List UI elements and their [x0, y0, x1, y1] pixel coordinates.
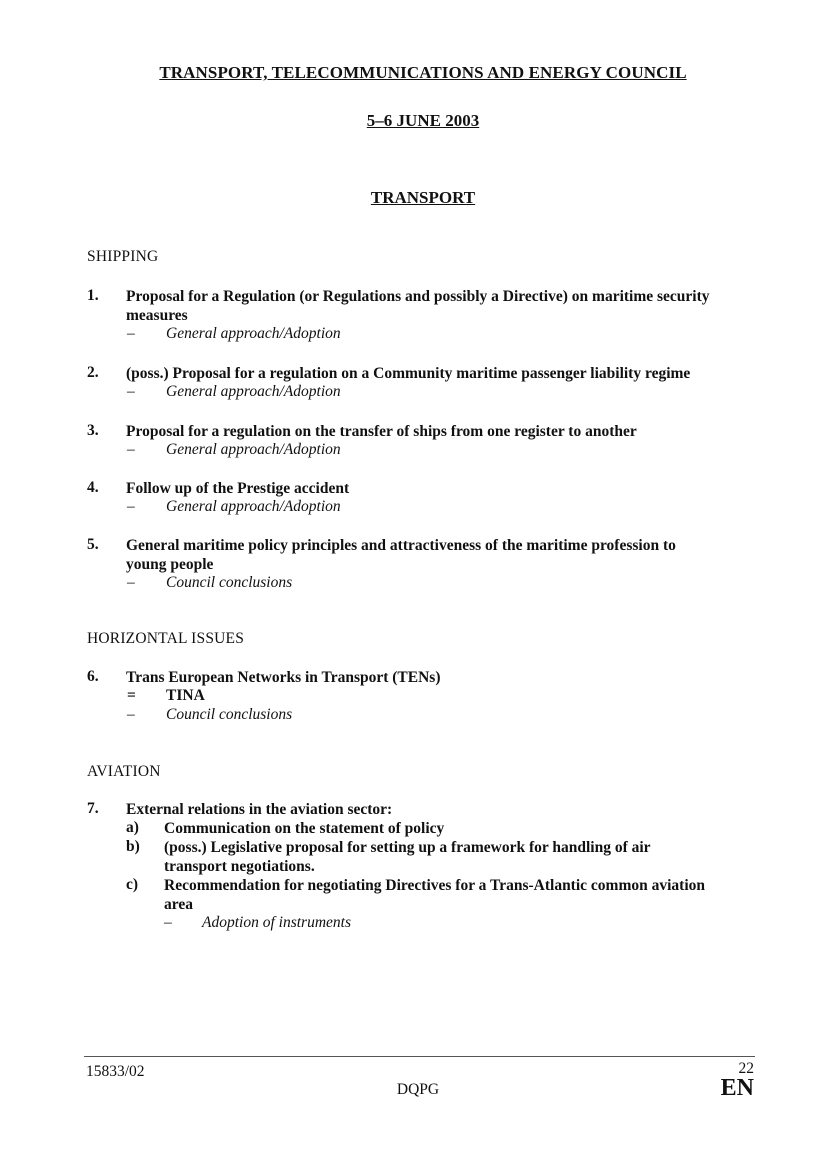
- sub-item-text: Communication on the statement of policy: [164, 820, 445, 837]
- sub-item-line: Recommendation for negotiating Directives for a Trans-Atlantic common aviation: [164, 877, 706, 894]
- item-sublabel: TINA: [166, 687, 205, 704]
- sub-item-text: [164, 838, 764, 876]
- footer-divider: [84, 1056, 755, 1057]
- page-number: 22: [738, 1060, 754, 1077]
- item-action: General approach/Adoption: [166, 498, 341, 515]
- council-title: TRANSPORT, TELECOMMUNICATIONS AND ENERGY COUNCIL: [159, 63, 687, 82]
- department-code: DQPG: [396, 1081, 440, 1098]
- section-title: TRANSPORT: [370, 188, 476, 207]
- dash-bullet: –: [127, 383, 135, 400]
- dash-bullet: –: [127, 325, 135, 342]
- dash-bullet: –: [127, 498, 135, 515]
- sub-item-letter: a): [126, 819, 139, 836]
- sub-item-text: [164, 876, 764, 914]
- item-number: 3.: [87, 422, 99, 439]
- aviation-heading: AVIATION: [87, 763, 161, 780]
- language-code: EN: [720, 1075, 754, 1101]
- sub-item-line: transport negotiations.: [164, 858, 315, 875]
- item-title: [126, 287, 766, 325]
- item-title: External relations in the aviation sector:: [126, 801, 393, 818]
- item-number: 7.: [87, 800, 99, 817]
- dash-bullet: –: [127, 574, 135, 591]
- item-title: (poss.) Proposal for a regulation on a Community maritime passenger liability regime: [126, 365, 691, 382]
- item-action: General approach/Adoption: [166, 325, 341, 342]
- horizontal-issues-heading: HORIZONTAL ISSUES: [87, 630, 245, 647]
- item-number: 2.: [87, 364, 99, 381]
- sub-item-line: (poss.) Legislative proposal for setting up a framework for handling of air: [164, 839, 651, 856]
- item-number: 5.: [87, 536, 99, 553]
- item-action: General approach/Adoption: [166, 383, 341, 400]
- document-reference: 15833/02: [86, 1063, 145, 1080]
- dash-bullet: –: [127, 441, 135, 458]
- item-title: Proposal for a regulation on the transfer of ships from one register to another: [126, 423, 637, 440]
- item-number: 6.: [87, 668, 99, 685]
- sub-item-line: area: [164, 896, 193, 913]
- item-number: 1.: [87, 287, 99, 304]
- item-title: Follow up of the Prestige accident: [126, 480, 350, 497]
- meeting-date: 5–6 JUNE 2003: [366, 111, 480, 130]
- dash-bullet: –: [127, 706, 135, 723]
- item-title: Trans European Networks in Transport (TENs): [126, 669, 441, 686]
- item-title-line: General maritime policy principles and attractiveness of the maritime profession to: [126, 537, 676, 554]
- shipping-heading: SHIPPING: [87, 248, 159, 265]
- item-title: [126, 536, 766, 574]
- item-action: General approach/Adoption: [166, 441, 341, 458]
- item-action: Council conclusions: [166, 706, 293, 723]
- item-title-line: young people: [126, 556, 214, 573]
- equals-bullet: =: [127, 687, 136, 704]
- item-action: Adoption of instruments: [202, 914, 351, 931]
- item-title-line: measures: [126, 307, 188, 324]
- sub-item-letter: c): [126, 876, 139, 893]
- sub-item-letter: b): [126, 838, 140, 855]
- item-number: 4.: [87, 479, 99, 496]
- item-action: Council conclusions: [166, 574, 293, 591]
- dash-bullet: –: [164, 914, 172, 931]
- item-title-line: Proposal for a Regulation (or Regulations and possibly a Directive) on maritime security: [126, 288, 710, 305]
